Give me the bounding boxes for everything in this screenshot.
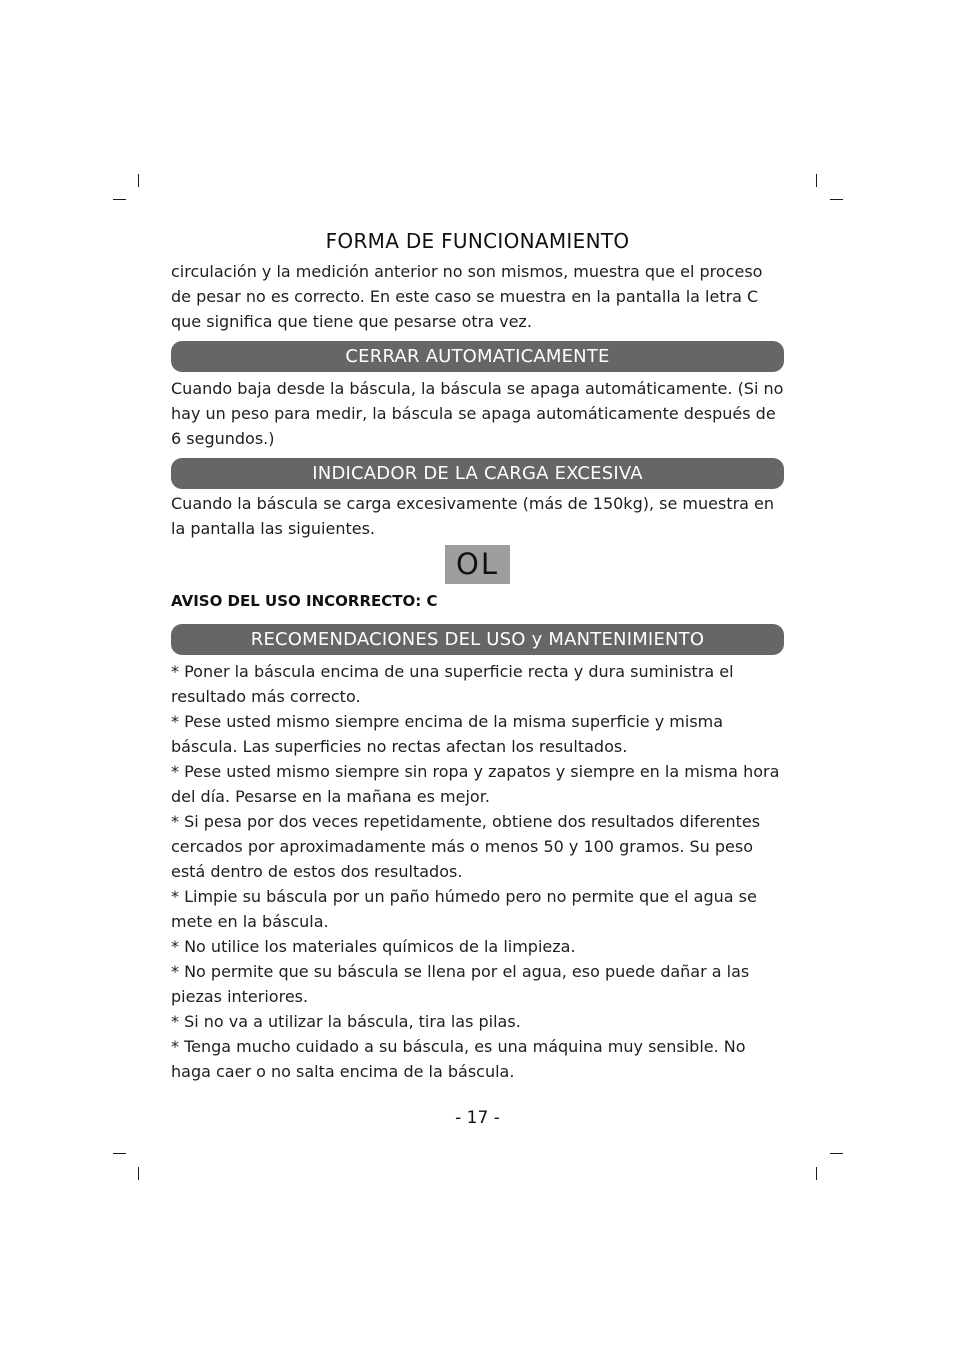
page-number: - 17 - bbox=[455, 1108, 500, 1128]
list-item: * Tenga mucho cuidado a su báscula, es una máquina muy sensible. No haga caer o no salta encima de la báscula. bbox=[171, 1037, 746, 1081]
auto-off-paragraph: Cuando baja desde la báscula, la báscula se apaga automáticamente. (Si no hay un peso para medir, la báscula se apaga automáticamente después de 6 segundos.) bbox=[171, 379, 784, 448]
list-item: * No permite que su báscula se llena por el agua, eso puede dañar a las piezas interiores. bbox=[171, 962, 750, 1006]
list-item: * Poner la báscula encima de una superficie recta y dura suministra el resultado más correcto. bbox=[171, 662, 734, 706]
crop-mark-bottom-left-vertical bbox=[138, 1167, 139, 1180]
crop-mark-top-right-vertical bbox=[816, 174, 817, 187]
crop-mark-top-left-horizontal bbox=[113, 199, 126, 200]
overload-paragraph: Cuando la báscula se carga excesivamente (más de 150kg), se muestra en la pantalla las siguientes. bbox=[171, 494, 775, 538]
list-item: * Pese usted mismo siempre encima de la misma superficie y misma báscula. Las superficies no rectas afectan los resultados. bbox=[171, 712, 724, 756]
recommendations-list bbox=[171, 659, 784, 1084]
crop-mark-top-right-horizontal bbox=[830, 199, 843, 200]
crop-mark-bottom-right-horizontal bbox=[830, 1153, 843, 1154]
crop-mark-bottom-right-vertical bbox=[816, 1167, 817, 1180]
list-item: * Limpie su báscula por un paño húmedo pero no permite que el agua se mete en la báscula. bbox=[171, 887, 757, 931]
list-item: * Si no va a utilizar la báscula, tira las pilas. bbox=[171, 1012, 521, 1031]
incorrect-use-warning: AVISO DEL USO INCORRECTO: C bbox=[171, 592, 438, 610]
crop-mark-bottom-left-horizontal bbox=[113, 1153, 126, 1154]
crop-mark-top-left-vertical bbox=[138, 174, 139, 187]
list-item: * Pese usted mismo siempre sin ropa y zapatos y siempre en la misma hora del día. Pesarse en la mañana es mejor. bbox=[171, 762, 780, 806]
page-title: FORMA DE FUNCIONAMIENTO bbox=[325, 229, 630, 253]
section-heading-recommendations: RECOMENDACIONES DEL USO y MANTENIMIENTO bbox=[171, 624, 784, 655]
intro-paragraph: circulación y la medición anterior no son mismos, muestra que el proceso de pesar no es correcto. En este caso se muestra en la pantalla la letra C que significa que tiene que pesarse otra vez. bbox=[171, 262, 763, 331]
list-item: * No utilice los materiales químicos de la limpieza. bbox=[171, 937, 576, 956]
list-item: * Si pesa por dos veces repetidamente, obtiene dos resultados diferentes cercados por aproximadamente más o menos 50 y 100 gramos. Su peso está dentro de estos dos resultados. bbox=[171, 812, 761, 881]
overload-display: OL bbox=[445, 545, 510, 584]
section-heading-auto-off: CERRAR AUTOMATICAMENTE bbox=[171, 341, 784, 372]
section-heading-overload: INDICADOR DE LA CARGA EXCESIVA bbox=[171, 458, 784, 489]
